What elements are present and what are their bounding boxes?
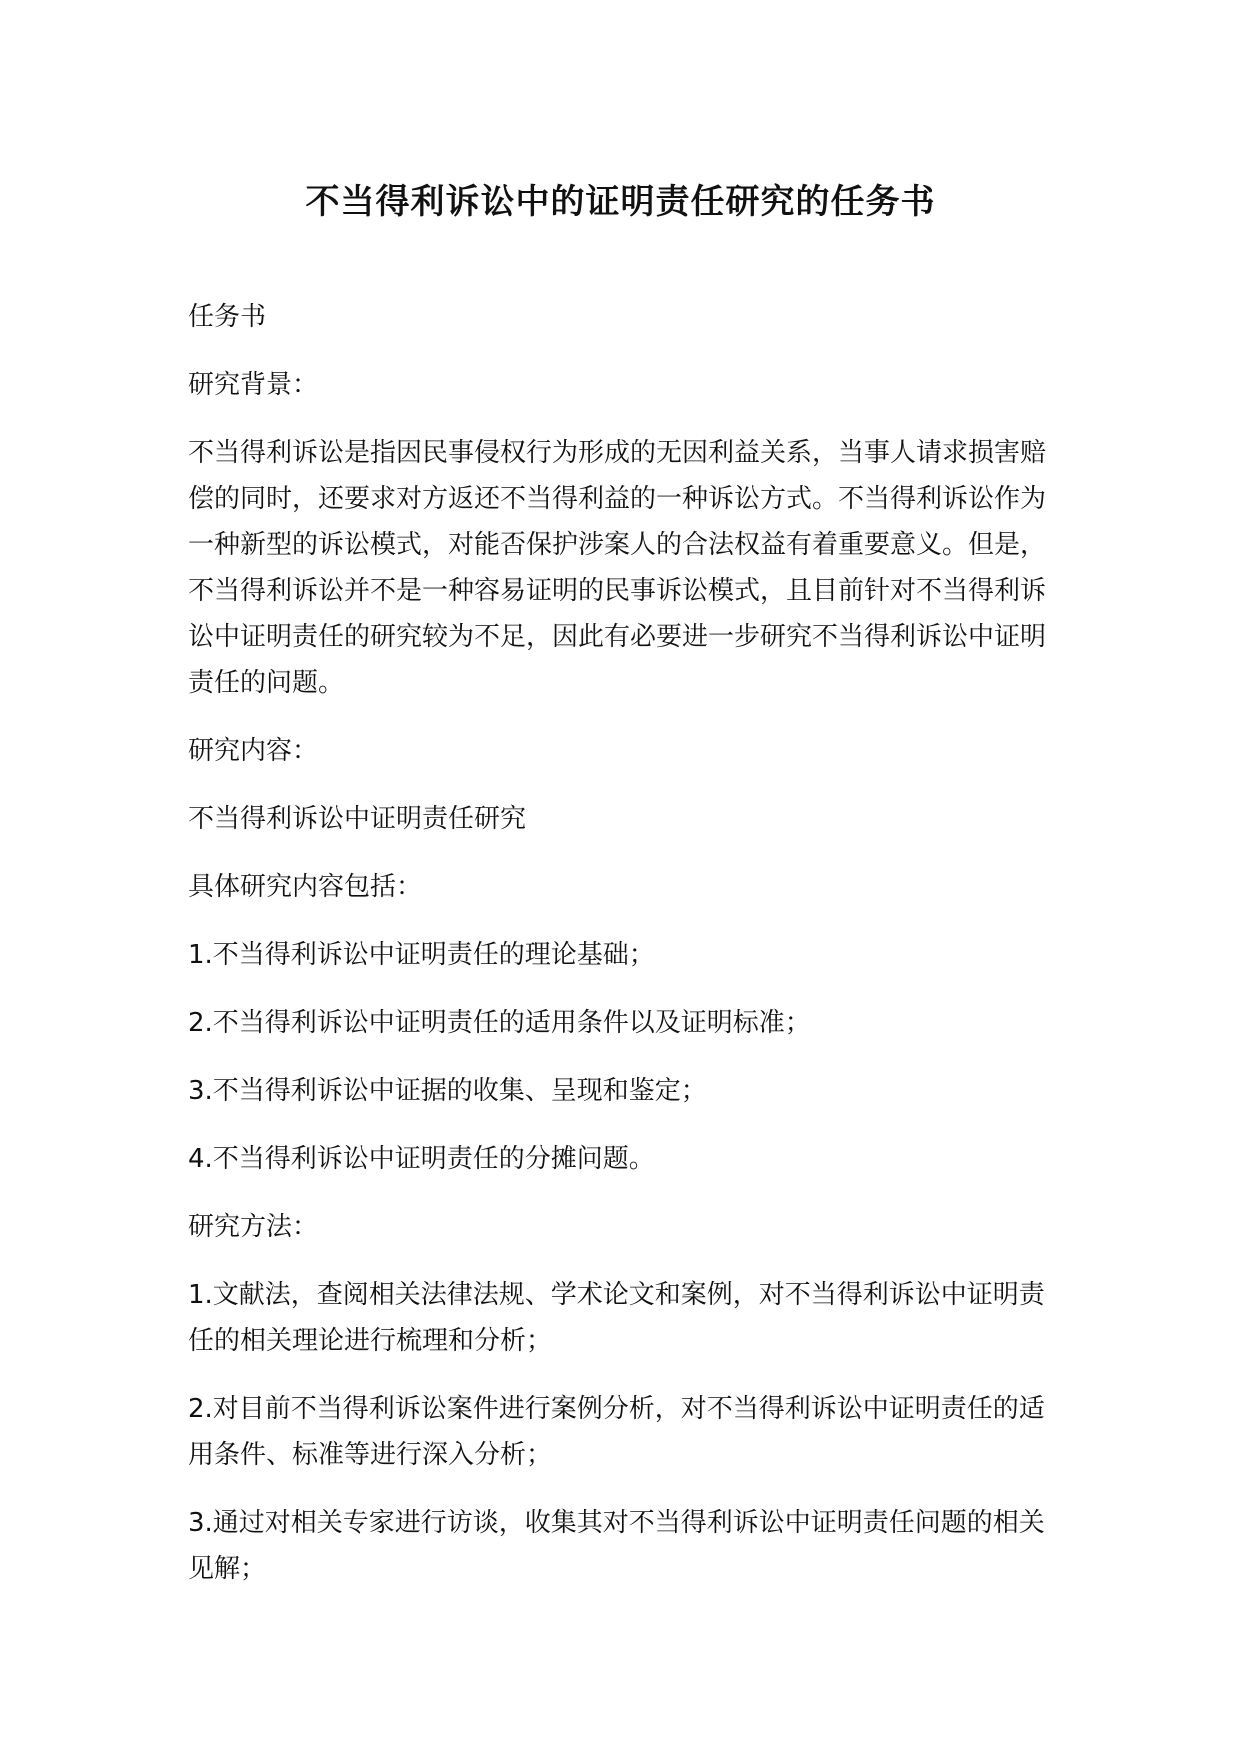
content-list-item: 1.不当得利诉讼中证明责任的理论基础； (188, 940, 655, 970)
document-title: 不当得利诉讼中的证明责任研究的任务书 (305, 182, 936, 222)
method-list-item: 3.通过对相关专家进行访谈，收集其对不当得利诉讼中证明责任问题的相关见解； (188, 1508, 1045, 1584)
paragraph-heading-task: 任务书 (188, 302, 267, 332)
paragraph-background-text: 不当得利诉讼是指因民事侵权行为形成的无因利益关系，当事人请求损害赔偿的同时，还要求对方返还不当得利益的一种诉讼方式。不当得利诉讼作为一种新型的诉讼模式，对能否保护涉案人的合法权益有着重要意义。但是，不当得利诉讼并不是一种容易证明的民事诉讼模式，且目前针对不当得利诉讼中证明责任的研究较为不足，因此有必要进一步研究不当得利诉讼中证明责任的问题。 (188, 438, 1047, 698)
paragraph-heading-background: 研究背景： (188, 370, 319, 400)
content-list-item: 4.不当得利诉讼中证明责任的分摊问题。 (188, 1144, 655, 1174)
method-list-item: 1.文献法，查阅相关法律法规、学术论文和案例，对不当得利诉讼中证明责任的相关理论进行梳理和分析； (188, 1280, 1045, 1356)
content-list-item: 2.不当得利诉讼中证明责任的适用条件以及证明标准； (188, 1008, 811, 1038)
paragraph-heading-content: 研究内容： (188, 736, 319, 766)
paragraph-content-intro: 具体研究内容包括： (188, 872, 423, 902)
method-list-item: 2.对目前不当得利诉讼案件进行案例分析，对不当得利诉讼中证明责任的适用条件、标准等进行深入分析； (188, 1394, 1045, 1470)
paragraph-content-topic: 不当得利诉讼中证明责任研究 (188, 804, 527, 834)
paragraph-heading-method: 研究方法： (188, 1212, 319, 1242)
content-list-item: 3.不当得利诉讼中证据的收集、呈现和鉴定； (188, 1076, 707, 1106)
document-body (188, 294, 1068, 1614)
